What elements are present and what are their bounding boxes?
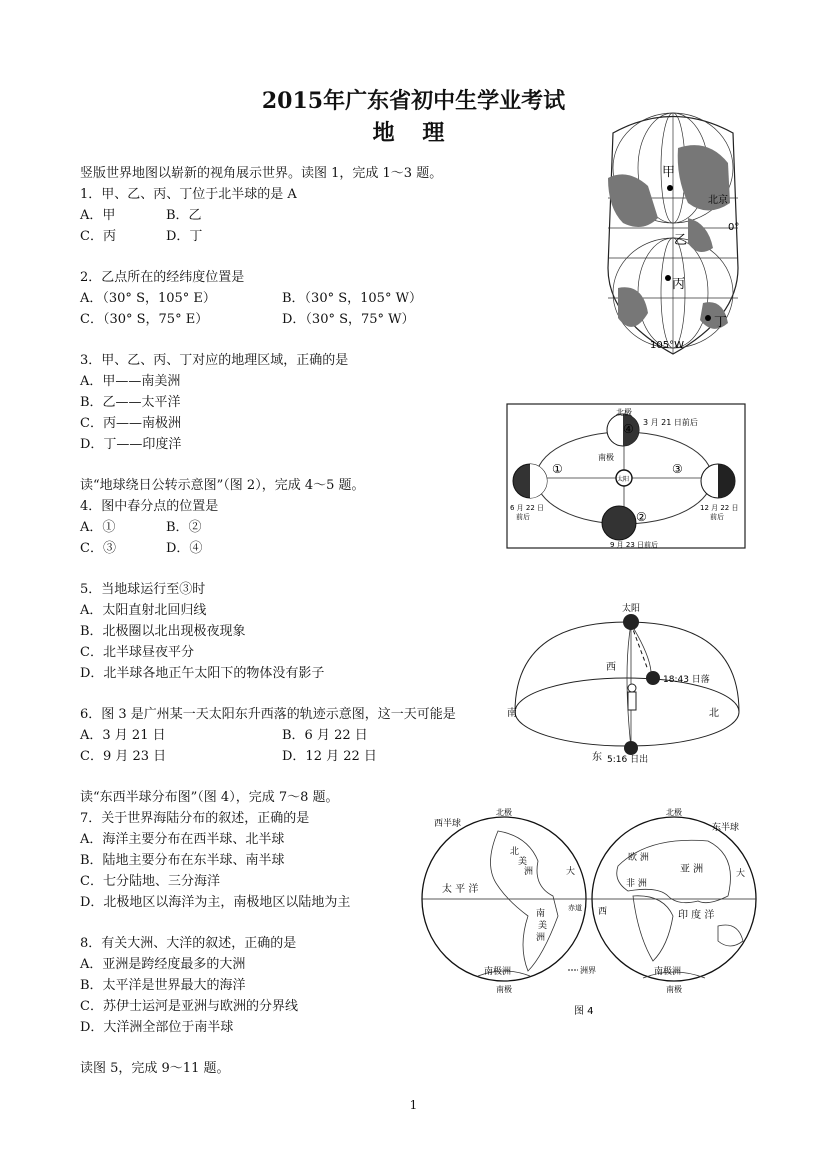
q8-option-d: D．大洋洲全部位于南半球 — [80, 1020, 234, 1035]
fig4-na-1: 北 — [510, 847, 520, 857]
q8-stem: 8．有关大洲、大洋的叙述，正确的是 — [80, 936, 297, 951]
fig3-sun: 太阳 — [622, 604, 641, 614]
fig1-label-ding: 丁 — [714, 315, 728, 330]
fig1-label-bing: 丙 — [672, 277, 686, 292]
fig4-europe: 欧 洲 — [628, 853, 649, 863]
q1-stem: 1．甲、乙、丙、丁位于北半球的是 A — [80, 187, 297, 202]
fig4-south-pole-e: 南极 — [666, 985, 682, 994]
figure-3-sunpath — [503, 600, 743, 774]
fig4-caption: 图 4 — [574, 1006, 594, 1017]
subject-title: 地 理 — [372, 120, 455, 146]
fig4-africa: 非 洲 — [626, 879, 647, 889]
q7-option-b: B．陆地主要分布在东半球、南半球 — [80, 853, 285, 868]
q3-option-c: C．丙——南极洲 — [80, 416, 181, 431]
fig4-north-pole-w: 北极 — [496, 808, 512, 817]
q4-option-a: A．① — [80, 520, 116, 535]
fig4-legend: 洲界 — [580, 966, 596, 975]
intro-4: 读图 5，完成 9～11 题。 — [80, 1061, 230, 1076]
q2-option-a: A．（30° S，105° E） — [80, 291, 216, 306]
fig2-marker-1: ① — [552, 462, 563, 476]
fig3-east: 东 — [592, 752, 602, 763]
fig2-date-jun: 6 月 22 日 — [510, 504, 545, 512]
q4-option-b: B．② — [166, 520, 202, 535]
q3-stem: 3．甲、乙、丙、丁对应的地理区域，正确的是 — [80, 353, 349, 368]
fig4-na-2: 美 — [518, 857, 528, 867]
fig2-marker-3: ③ — [672, 462, 683, 476]
q2-option-d: D．（30° S，75° W） — [282, 312, 415, 327]
fig1-label-zero: 0° — [728, 222, 740, 233]
fig1-label-yi: 乙 — [674, 233, 688, 248]
fig2-north-pole: 北极 — [616, 408, 632, 417]
q4-stem: 4．图中春分点的位置是 — [80, 499, 219, 514]
q5-option-d: D．北半球各地正午太阳下的物体没有影子 — [80, 666, 325, 681]
fig2-marker-4: ④ — [623, 422, 634, 436]
fig4-pacific: 太 平 洋 — [442, 884, 479, 895]
fig2-sun: 太阳 — [617, 476, 630, 483]
figure-3-svg — [503, 600, 743, 770]
q1-option-a: A．甲 — [80, 208, 116, 223]
figure-2-orbit — [506, 403, 746, 553]
q2-option-c: C．（30° S，75° E） — [80, 312, 209, 327]
figure-4-svg — [418, 806, 762, 1018]
q5-option-a: A．太阳直射北回归线 — [80, 603, 207, 618]
fig4-na-3: 洲 — [524, 867, 534, 877]
fig4-da-1: 大 — [566, 867, 576, 877]
fig4-da-2: 大 — [736, 869, 746, 879]
fig4-xi: 西 — [598, 907, 608, 917]
figure-2-svg — [506, 403, 746, 549]
q3-option-a: A．甲——南美洲 — [80, 374, 181, 389]
q6-option-d: D．12 月 22 日 — [282, 749, 377, 764]
q6-stem: 6．图 3 是广州某一天太阳东升西落的轨迹示意图，这一天可能是 — [80, 707, 456, 722]
intro-1: 竖版世界地图以崭新的视角展示世界。读图 1，完成 1～3 题。 — [80, 166, 443, 181]
q8-option-a: A．亚洲是跨经度最多的大洲 — [80, 957, 246, 972]
fig4-west-hemi: 西半球 — [434, 819, 462, 829]
fig1-label-lon: 105°W — [650, 340, 684, 351]
q5-stem: 5．当地球运行至③时 — [80, 582, 206, 597]
page-number: 1 — [409, 1098, 418, 1112]
q1-option-c: C．丙 — [80, 229, 116, 244]
fig3-south: 南 — [507, 708, 517, 719]
figure-1-map — [588, 108, 758, 360]
q4-option-c: C．③ — [80, 541, 116, 556]
q4-option-d: D．④ — [166, 541, 203, 556]
fig2-date-dec: 12 月 22 日 — [700, 504, 739, 512]
fig4-indian: 印 度 洋 — [678, 910, 715, 921]
q6-option-c: C．9 月 23 日 — [80, 749, 167, 764]
q2-stem: 2．乙点所在的经纬度位置是 — [80, 270, 245, 285]
intro-2: 读“地球绕日公转示意图”（图 2），完成 4～5 题。 — [80, 478, 365, 493]
fig3-sunset: 18:43 日落 — [663, 675, 710, 685]
fig3-sunrise: 5:16 日出 — [607, 755, 649, 765]
fig2-date-dec-2: 前后 — [710, 513, 724, 521]
fig2-date-jun-2: 前后 — [516, 513, 530, 521]
figure-4-hemispheres — [418, 806, 762, 1022]
q7-option-a: A．海洋主要分布在西半球、北半球 — [80, 832, 285, 847]
fig4-sa-2: 美 — [538, 921, 548, 931]
q7-option-d: D．北极地区以海洋为主，南极地区以陆地为主 — [80, 895, 351, 910]
q8-option-b: B．太平洋是世界最大的海洋 — [80, 978, 246, 993]
fig3-north: 北 — [709, 708, 719, 719]
q7-stem: 7．关于世界海陆分布的叙述，正确的是 — [80, 811, 310, 826]
fig4-antarctica-w: 南极洲 — [484, 967, 512, 977]
fig3-west: 西 — [606, 662, 616, 673]
q8-option-c: C．苏伊士运河是亚洲与欧洲的分界线 — [80, 999, 298, 1014]
q3-option-b: B．乙——太平洋 — [80, 395, 181, 410]
q5-option-c: C．北半球昼夜平分 — [80, 645, 194, 660]
q7-option-c: C．七分陆地、三分海洋 — [80, 874, 220, 889]
fig2-date-sep: 9 月 23 日前后 — [610, 541, 659, 549]
fig4-south-pole-w: 南极 — [496, 985, 512, 994]
q5-option-b: B．北极圈以北出现极夜现象 — [80, 624, 246, 639]
q3-option-d: D．丁——印度洋 — [80, 437, 182, 452]
fig4-equator: 赤道 — [568, 904, 582, 912]
figure-1-svg — [588, 108, 758, 356]
intro-3: 读“东西半球分布图”（图 4），完成 7～8 题。 — [80, 790, 339, 805]
fig4-antarctica-e: 南极洲 — [654, 967, 682, 977]
q2-option-b: B．（30° S，105° W） — [282, 291, 422, 306]
fig4-asia: 亚 洲 — [680, 864, 704, 875]
page-title: 2015年广东省初中生学业考试 — [261, 88, 566, 114]
fig2-south-pole: 南极 — [598, 453, 614, 462]
q1-option-d: D．丁 — [166, 229, 203, 244]
fig4-north-pole-e: 北极 — [666, 808, 682, 817]
q1-option-b: B．乙 — [166, 208, 202, 223]
fig4-east-hemi: 东半球 — [712, 823, 740, 833]
q6-option-b: B．6 月 22 日 — [282, 728, 368, 743]
fig2-marker-2: ② — [636, 510, 647, 524]
q6-option-a: A．3 月 21 日 — [80, 728, 166, 743]
fig4-sa-1: 南 — [536, 909, 546, 919]
fig1-label-beijing: 北京 — [708, 195, 728, 206]
fig1-label-jia: 甲 — [662, 165, 676, 180]
fig2-date-mar: 3 月 21 日前后 — [643, 418, 698, 427]
fig4-sa-3: 洲 — [536, 933, 546, 943]
